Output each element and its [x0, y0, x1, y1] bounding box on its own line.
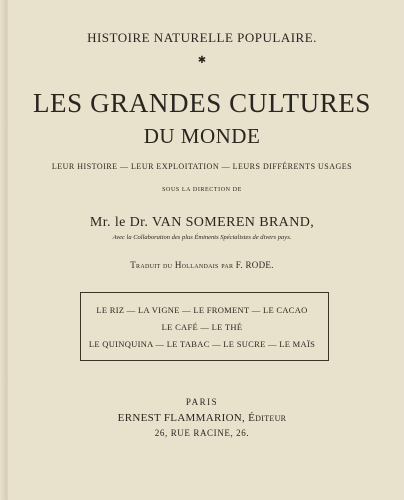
series-title: HISTOIRE NATURELLE POPULAIRE.	[87, 30, 317, 45]
crops-line-1: LE RIZ — LA VIGNE — LE FROMENT — LE CACAO	[96, 305, 308, 315]
author-name: Mr. le Dr. VAN SOMEREN BRAND,	[89, 215, 315, 230]
main-title-line-2: DU MONDE	[143, 124, 261, 148]
imprint-city: PARIS	[185, 397, 219, 407]
subtitle: LEUR HISTOIRE — LEUR EXPLOITATION — LEURS DIFFÉRENTS USAGES	[51, 162, 353, 171]
collaboration-note: Avec la Collaboration des plus Éminents Spécialistes de divers pays.	[112, 234, 292, 241]
crops-line-3: LE QUINQUINA — LE TABAC — LE SUCRE — LE MAÏS	[88, 339, 316, 349]
direction-label: SOUS LA DIRECTION DE	[162, 187, 242, 193]
main-title: LES GRANDES CULTURES	[32, 88, 372, 118]
imprint-address: 26, RUE RACINE, 26.	[154, 428, 250, 438]
imprint-publisher: ERNEST FLAMMARION, Éditeur	[117, 412, 287, 424]
translator-credit: Traduit du Hollandais par F. RODE.	[130, 260, 274, 270]
crops-line-2: LE CAFÉ — LE THÉ	[161, 322, 243, 332]
title-page	[8, 0, 400, 500]
ornament-star: ✱	[197, 55, 207, 66]
